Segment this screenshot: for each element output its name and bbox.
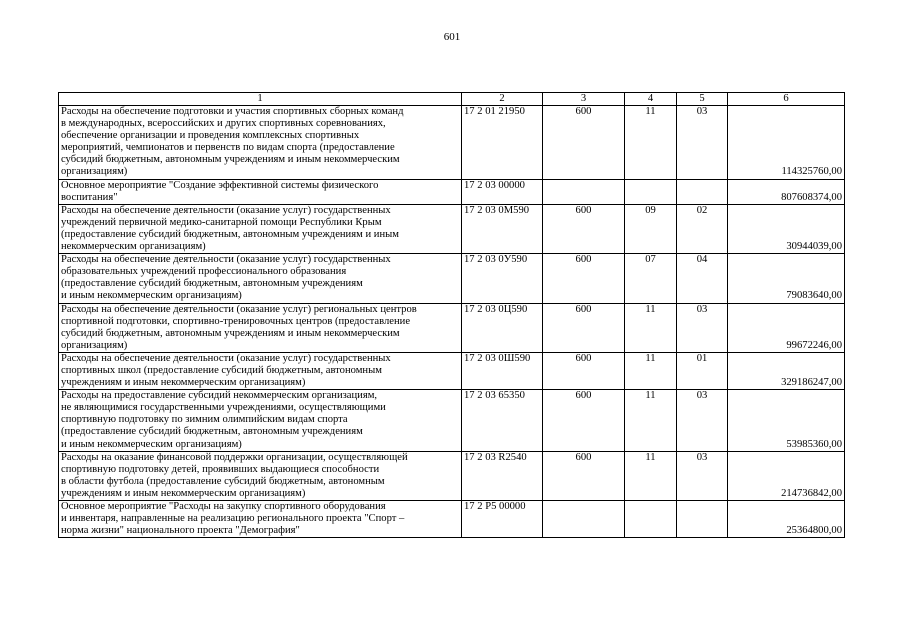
- row-expense-type: 600: [543, 204, 625, 253]
- column-header: 3: [543, 93, 625, 106]
- table-row: [59, 352, 845, 389]
- column-header: 2: [462, 93, 543, 106]
- row-target-code: 17 2 03 R2540: [462, 451, 543, 500]
- page-number: 601: [443, 31, 461, 43]
- row-target-code: 17 2 03 00000: [462, 179, 543, 204]
- row-section: 11: [625, 303, 677, 352]
- row-expense-type: 600: [543, 106, 625, 180]
- row-description: Расходы на обеспечение деятельности (оказание услуг) региональных центров спортивной подготовки, спортивно-тренировочных центров (предоставление субсидий бюджетным, автономным учреждениям и иным некоммерческим организациям): [59, 303, 462, 352]
- row-amount: 53985360,00: [728, 390, 845, 451]
- row-expense-type: 600: [543, 352, 625, 389]
- row-description: Расходы на оказание финансовой поддержки организации, осуществляющей спортивную подготовку детей, проявивших выдающиеся способности в области футбола (предоставление субсидий бюджетным, автономным учреждениям и иным некоммерческим организациям): [59, 451, 462, 500]
- row-section: [625, 179, 677, 204]
- column-header: 1: [59, 93, 462, 106]
- row-section: [625, 501, 677, 538]
- column-header: 4: [625, 93, 677, 106]
- row-expense-type: 600: [543, 390, 625, 451]
- row-description: Основное мероприятие "Расходы на закупку спортивного оборудования и инвентаря, направленные на реализацию регионального проекта "Спорт – норма жизни" национального проекта "Демография": [59, 501, 462, 538]
- column-header: 5: [677, 93, 728, 106]
- table-row: [59, 451, 845, 500]
- row-expense-type: 600: [543, 254, 625, 303]
- row-subsection: [677, 501, 728, 538]
- row-amount: 329186247,00: [728, 352, 845, 389]
- row-expense-type: [543, 179, 625, 204]
- row-amount: 99672246,00: [728, 303, 845, 352]
- row-amount: 30944039,00: [728, 204, 845, 253]
- row-description: Расходы на обеспечение деятельности (оказание услуг) государственных учреждений первичной медико-санитарной помощи Республики Крым (предоставление субсидий бюджетным, автономным учреждениям и иным некоммерческим организациям): [59, 204, 462, 253]
- row-description: Расходы на обеспечение деятельности (оказание услуг) государственных спортивных школ (предоставление субсидий бюджетным, автономным учреждениям и иным некоммерческим организациям): [59, 352, 462, 389]
- row-subsection: [677, 179, 728, 204]
- row-subsection: 04: [677, 254, 728, 303]
- row-target-code: 17 2 03 65350: [462, 390, 543, 451]
- row-subsection: 03: [677, 303, 728, 352]
- row-target-code: 17 2 01 21950: [462, 106, 543, 180]
- row-expense-type: 600: [543, 303, 625, 352]
- row-description: Расходы на обеспечение деятельности (оказание услуг) государственных образовательных учреждений профессионального образования (предоставление субсидий бюджетным, автономным учреждениям и иным некоммерческим организациям): [59, 254, 462, 303]
- row-amount: 114325760,00: [728, 106, 845, 180]
- row-target-code: 17 2 P5 00000: [462, 501, 543, 538]
- row-section: 11: [625, 390, 677, 451]
- row-section: 09: [625, 204, 677, 253]
- row-section: 07: [625, 254, 677, 303]
- row-section: 11: [625, 352, 677, 389]
- row-section: 11: [625, 451, 677, 500]
- table-row: [59, 204, 845, 253]
- table-row: [59, 254, 845, 303]
- row-amount: 79083640,00: [728, 254, 845, 303]
- row-description: Расходы на предоставление субсидий некоммерческим организациям, не являющимися государственными учреждениями, осуществляющими спортивную подготовку по зимним олимпийским видам спорта (предоставление субсидий бюджетным, автономным учреждениям и иным некоммерческим организациям): [59, 390, 462, 451]
- row-subsection: 03: [677, 106, 728, 180]
- table-header-row: [59, 93, 845, 106]
- row-subsection: 03: [677, 451, 728, 500]
- row-subsection: 01: [677, 352, 728, 389]
- table-row: [59, 501, 845, 538]
- row-description: Расходы на обеспечение подготовки и участия спортивных сборных команд в международных, всероссийских и других спортивных соревнованиях, обеспечение организации и проведения комплексных спортивных мероприятий, чемпионатов и первенств по видам спорта (предоставление субсидий бюджетным, автономным учреждениям и иным некоммерческим организациям): [59, 106, 462, 180]
- row-description: Основное мероприятие "Создание эффективной системы физического воспитания": [59, 179, 462, 204]
- table-row: [59, 303, 845, 352]
- column-header: 6: [728, 93, 845, 106]
- row-target-code: 17 2 03 0Ц590: [462, 303, 543, 352]
- row-subsection: 02: [677, 204, 728, 253]
- row-expense-type: [543, 501, 625, 538]
- budget-table: [58, 92, 845, 538]
- row-expense-type: 600: [543, 451, 625, 500]
- row-subsection: 03: [677, 390, 728, 451]
- row-section: 11: [625, 106, 677, 180]
- row-amount: 25364800,00: [728, 501, 845, 538]
- row-target-code: 17 2 03 0Ш590: [462, 352, 543, 389]
- row-amount: 214736842,00: [728, 451, 845, 500]
- row-target-code: 17 2 03 0М590: [462, 204, 543, 253]
- row-target-code: 17 2 03 0У590: [462, 254, 543, 303]
- table-row: [59, 179, 845, 204]
- table-row: [59, 106, 845, 180]
- row-amount: 807608374,00: [728, 179, 845, 204]
- table-row: [59, 390, 845, 451]
